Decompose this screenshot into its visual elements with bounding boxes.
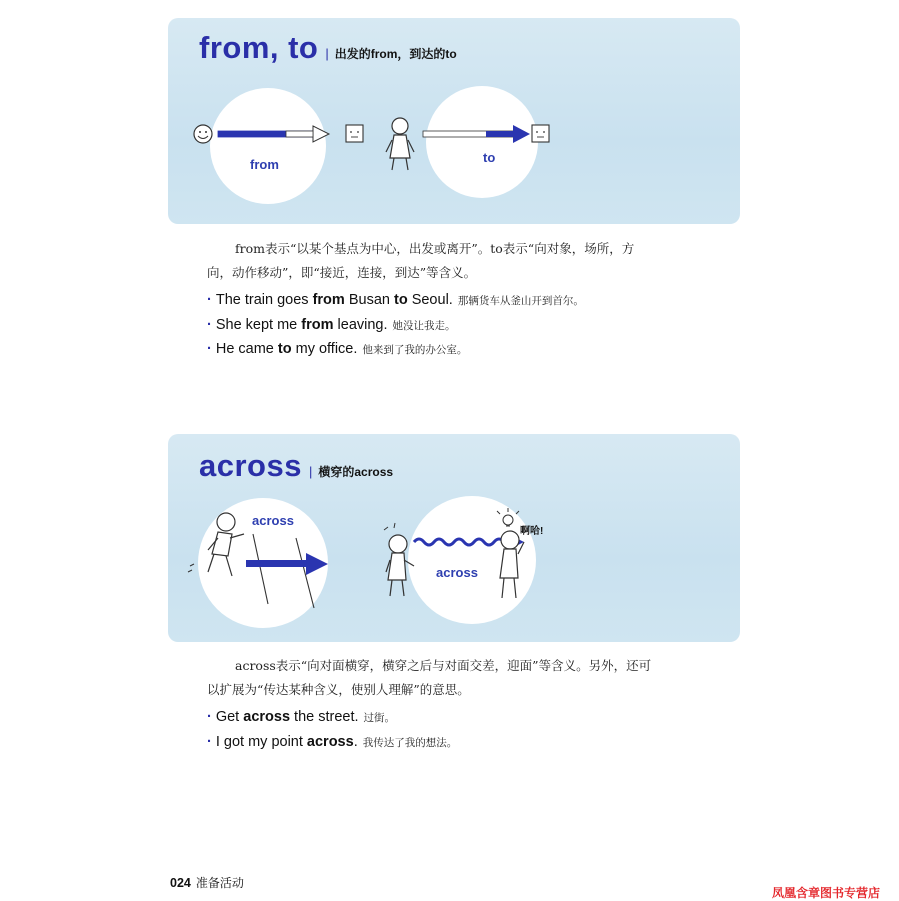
example-sentence: · She kept me from leaving. 她没让我走。 (207, 317, 456, 333)
store-watermark: 凤凰含章图书专营店 (772, 886, 881, 900)
translation: 过街。 (363, 712, 396, 724)
aha-exclamation: 啊哈! (520, 526, 544, 537)
title-separator: | (325, 46, 329, 61)
paragraph-line: across表示“向对面横穿，横穿之后与对面交差，迎面”等含义。另外，还可 (235, 658, 652, 673)
section-title: across (199, 448, 302, 483)
paragraph-line: 向，动作移动”，即“接近，连接，到达”等含义。 (207, 265, 477, 280)
page-footer (170, 874, 244, 891)
bullet-icon: · (207, 734, 212, 750)
square-face-icon (346, 125, 363, 142)
section-subtitle: 出发的from，到达的to (334, 47, 457, 61)
across-explanation (207, 654, 707, 702)
from-label: from (250, 157, 279, 172)
running-person-icon (188, 513, 244, 576)
bullet-icon: · (207, 317, 212, 333)
to-label: to (483, 150, 496, 165)
across-illustration-panel (168, 434, 740, 642)
bullet-icon: · (207, 709, 212, 725)
paragraph-line: 以扩展为“传达某种含义，使别人理解”的意思。 (207, 682, 470, 697)
translation: 他来到了我的办公室。 (362, 344, 468, 356)
paragraph-line: from表示“以某个基点为中心，出发或离开”。to表示“向对象，场所，方 (235, 241, 635, 256)
title-separator: | (308, 464, 313, 479)
section-title: from, to (199, 30, 319, 65)
street-lines-icon (253, 534, 314, 608)
across-label-1: across (252, 513, 294, 528)
person-figure-icon (384, 523, 414, 596)
from-to-explanation (207, 237, 707, 285)
from-arrow-icon (218, 126, 329, 142)
smiley-face-icon (194, 125, 212, 143)
example-sentence: · He came to my office. 他来到了我的办公室。 (207, 341, 468, 357)
to-arrow-icon (423, 125, 530, 143)
from-to-drawing (168, 18, 740, 224)
bullet-icon: · (207, 341, 212, 357)
person-figure-icon (386, 118, 414, 170)
section-name: 准备活动 (195, 876, 244, 890)
across-drawing (168, 434, 740, 642)
example-sentence: · I got my point across. 我传达了我的想法。 (207, 734, 458, 750)
across-label-2: across (436, 565, 478, 580)
square-face-icon (532, 125, 549, 142)
example-sentence: · The train goes from Busan to Seoul. 那辆货车从釜山开到首尔。 (207, 292, 584, 308)
from-to-illustration-panel (168, 18, 740, 224)
lightbulb-icon (497, 508, 519, 526)
page-number: 024 (170, 876, 191, 890)
example-sentence: · Get across the street. 过街。 (207, 709, 396, 725)
translation: 她没让我走。 (392, 320, 456, 332)
section-subtitle: 横穿的across (318, 465, 394, 479)
bullet-icon: · (207, 292, 212, 308)
translation: 我传达了我的想法。 (362, 737, 458, 749)
translation: 那辆货车从釜山开到首尔。 (457, 295, 584, 307)
